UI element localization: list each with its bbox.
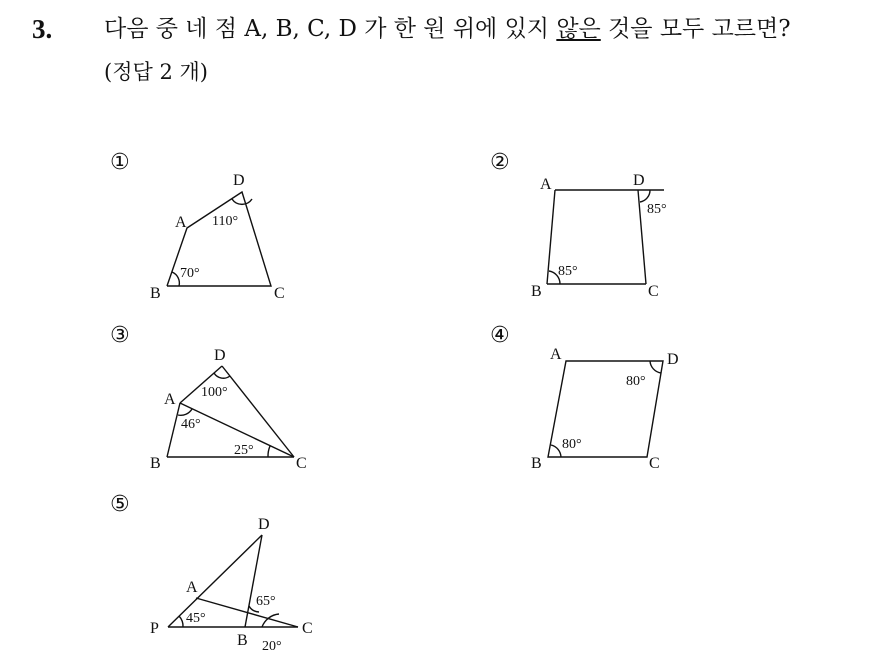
figure-2-angle-b: 85° (558, 264, 578, 279)
figure-2-vertex-c: C (648, 283, 659, 300)
figure-3-angle-a: 46° (181, 417, 201, 432)
figure-3-vertex-b: B (150, 455, 161, 472)
choice-3-number[interactable]: ③ (110, 323, 130, 348)
figure-5-vertex-b: B (237, 632, 248, 649)
figure-3-vertex-d: D (214, 347, 226, 364)
question-text-after: 것을 모두 고르면? (600, 16, 791, 42)
figure-3-quadrilateral (167, 366, 294, 457)
figure-5-angle-p: 45° (186, 611, 206, 626)
question-text-underlined: 않은 (556, 16, 601, 42)
figure-4-vertex-d: D (667, 351, 679, 368)
figure-3-vertex-c: C (296, 455, 307, 472)
figure-1-vertex-c: C (274, 285, 285, 302)
figure-3-angle-c: 25° (234, 443, 254, 458)
figure-2-vertex-d: D (633, 172, 645, 189)
figure-5-vertex-a: A (186, 579, 198, 596)
figure-4-angle-b: 80° (562, 437, 582, 452)
figure-5-vertex-d: D (258, 516, 270, 533)
figure-4-vertex-a: A (550, 346, 562, 363)
figure-1-angle-b: 70° (180, 266, 200, 281)
choice-1-number[interactable]: ① (110, 150, 130, 175)
choice-2-number[interactable]: ② (490, 150, 510, 175)
figure-4-angle-d: 80° (626, 374, 646, 389)
figure-5-angle-b-lower: 20° (262, 639, 282, 654)
choice-5-number[interactable]: ⑤ (110, 492, 130, 517)
figure-5-vertex-c: C (302, 620, 313, 637)
question-text-before: 다음 중 네 점 A, B, C, D 가 한 원 위에 있지 (104, 16, 557, 42)
figure-3-vertex-a: A (164, 391, 176, 408)
question-number: 3. (32, 14, 53, 44)
choice-4-number[interactable]: ④ (490, 323, 510, 348)
figure-3-angle-d: 100° (201, 385, 228, 400)
figure-1-vertex-d: D (233, 172, 245, 189)
figure-1-vertex-a: A (175, 214, 187, 231)
figure-2-angle-d: 85° (647, 202, 667, 217)
figure-4-vertex-b: B (531, 455, 542, 472)
figure-2-vertex-a: A (540, 176, 552, 193)
figure-4-vertex-c: C (649, 455, 660, 472)
figure-1-angle-d: 110° (212, 214, 239, 229)
figure-5-angle-b-upper: 65° (256, 594, 276, 609)
figure-5-vertex-p: P (150, 620, 159, 637)
question-note: (정답 2 개) (104, 60, 208, 84)
figure-1-vertex-b: B (150, 285, 161, 302)
figure-2-vertex-b: B (531, 283, 542, 300)
